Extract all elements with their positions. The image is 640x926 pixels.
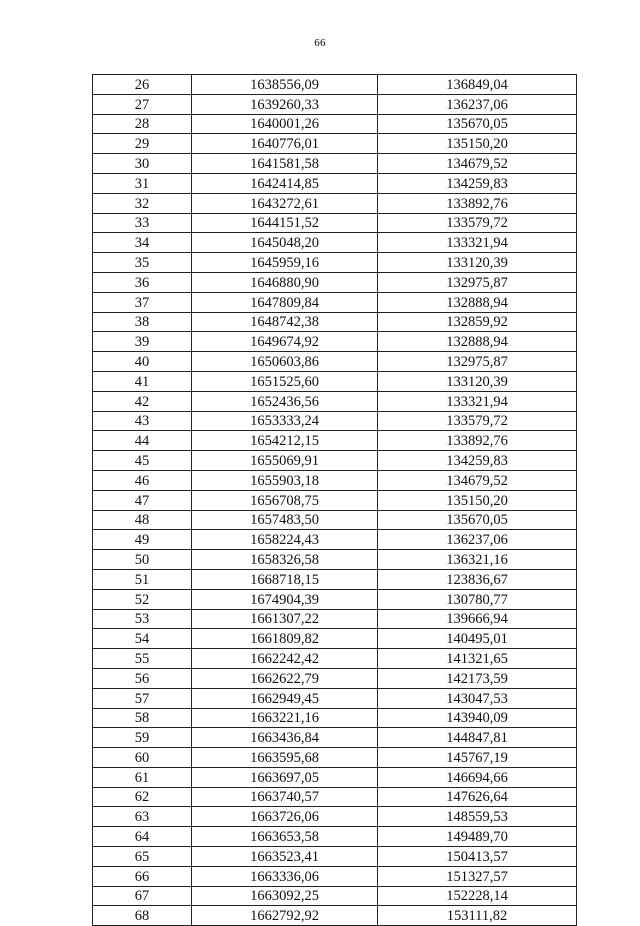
y-coordinate-cell: 134259,83 (378, 173, 577, 193)
table-row (93, 569, 577, 589)
point-number-cell: 30 (93, 154, 192, 174)
table-row (93, 490, 577, 510)
point-number-cell: 65 (93, 847, 192, 867)
point-number-cell: 32 (93, 193, 192, 213)
y-coordinate-cell: 123836,67 (378, 569, 577, 589)
table-row (93, 173, 577, 193)
table-row (93, 75, 577, 95)
table-row (93, 352, 577, 372)
table-row (93, 193, 577, 213)
table-row (93, 629, 577, 649)
point-number-cell: 41 (93, 371, 192, 391)
table-row (93, 550, 577, 570)
x-coordinate-cell: 1657483,50 (192, 510, 378, 530)
x-coordinate-cell: 1662949,45 (192, 688, 378, 708)
y-coordinate-cell: 133321,94 (378, 233, 577, 253)
x-coordinate-cell: 1650603,86 (192, 352, 378, 372)
x-coordinate-cell: 1662622,79 (192, 668, 378, 688)
point-number-cell: 60 (93, 748, 192, 768)
page-number: 66 (314, 37, 326, 49)
table-row (93, 391, 577, 411)
x-coordinate-cell: 1658326,58 (192, 550, 378, 570)
x-coordinate-cell: 1642414,85 (192, 173, 378, 193)
y-coordinate-cell: 135670,05 (378, 114, 577, 134)
y-coordinate-cell: 133892,76 (378, 431, 577, 451)
x-coordinate-cell: 1640776,01 (192, 134, 378, 154)
table-row (93, 649, 577, 669)
y-coordinate-cell: 147626,64 (378, 787, 577, 807)
point-number-cell: 34 (93, 233, 192, 253)
x-coordinate-cell: 1644151,52 (192, 213, 378, 233)
table-row (93, 114, 577, 134)
table-row (93, 312, 577, 332)
table-row (93, 134, 577, 154)
point-number-cell: 42 (93, 391, 192, 411)
x-coordinate-cell: 1658224,43 (192, 530, 378, 550)
y-coordinate-cell: 144847,81 (378, 728, 577, 748)
table-row (93, 451, 577, 471)
point-number-cell: 46 (93, 470, 192, 490)
x-coordinate-cell: 1662242,42 (192, 649, 378, 669)
x-coordinate-cell: 1663697,05 (192, 767, 378, 787)
x-coordinate-cell: 1641581,58 (192, 154, 378, 174)
point-number-cell: 54 (93, 629, 192, 649)
table-row (93, 589, 577, 609)
point-number-cell: 36 (93, 272, 192, 292)
y-coordinate-cell: 132888,94 (378, 332, 577, 352)
point-number-cell: 38 (93, 312, 192, 332)
x-coordinate-cell: 1651525,60 (192, 371, 378, 391)
x-coordinate-cell: 1647809,84 (192, 292, 378, 312)
table-row (93, 906, 577, 926)
x-coordinate-cell: 1649674,92 (192, 332, 378, 352)
table-row (93, 748, 577, 768)
point-number-cell: 29 (93, 134, 192, 154)
x-coordinate-cell: 1661809,82 (192, 629, 378, 649)
y-coordinate-cell: 136849,04 (378, 75, 577, 95)
table-row (93, 827, 577, 847)
table-row (93, 272, 577, 292)
y-coordinate-cell: 143047,53 (378, 688, 577, 708)
y-coordinate-cell: 132859,92 (378, 312, 577, 332)
point-number-cell: 67 (93, 886, 192, 906)
point-number-cell: 61 (93, 767, 192, 787)
x-coordinate-cell: 1661307,22 (192, 609, 378, 629)
x-coordinate-cell: 1652436,56 (192, 391, 378, 411)
y-coordinate-cell: 135670,05 (378, 510, 577, 530)
point-number-cell: 52 (93, 589, 192, 609)
y-coordinate-cell: 152228,14 (378, 886, 577, 906)
table-row (93, 470, 577, 490)
table-row (93, 154, 577, 174)
x-coordinate-cell: 1662792,92 (192, 906, 378, 926)
coordinates-table (92, 74, 577, 926)
x-coordinate-cell: 1663726,06 (192, 807, 378, 827)
y-coordinate-cell: 134679,52 (378, 470, 577, 490)
table-row (93, 886, 577, 906)
x-coordinate-cell: 1663740,57 (192, 787, 378, 807)
y-coordinate-cell: 132975,87 (378, 272, 577, 292)
point-number-cell: 47 (93, 490, 192, 510)
point-number-cell: 35 (93, 253, 192, 273)
x-coordinate-cell: 1663595,68 (192, 748, 378, 768)
y-coordinate-cell: 150413,57 (378, 847, 577, 867)
table-row (93, 688, 577, 708)
x-coordinate-cell: 1648742,38 (192, 312, 378, 332)
y-coordinate-cell: 146694,66 (378, 767, 577, 787)
table-row (93, 332, 577, 352)
table-row (93, 292, 577, 312)
x-coordinate-cell: 1663653,58 (192, 827, 378, 847)
x-coordinate-cell: 1645959,16 (192, 253, 378, 273)
y-coordinate-cell: 145767,19 (378, 748, 577, 768)
x-coordinate-cell: 1640001,26 (192, 114, 378, 134)
y-coordinate-cell: 132888,94 (378, 292, 577, 312)
point-number-cell: 49 (93, 530, 192, 550)
point-number-cell: 45 (93, 451, 192, 471)
y-coordinate-cell: 134679,52 (378, 154, 577, 174)
table-row (93, 213, 577, 233)
table-row (93, 668, 577, 688)
x-coordinate-cell: 1663523,41 (192, 847, 378, 867)
y-coordinate-cell: 151327,57 (378, 866, 577, 886)
y-coordinate-cell: 133120,39 (378, 371, 577, 391)
x-coordinate-cell: 1655069,91 (192, 451, 378, 471)
y-coordinate-cell: 141321,65 (378, 649, 577, 669)
table-row (93, 431, 577, 451)
y-coordinate-cell: 136321,16 (378, 550, 577, 570)
x-coordinate-cell: 1654212,15 (192, 431, 378, 451)
table-row (93, 728, 577, 748)
table-row (93, 371, 577, 391)
table-row (93, 847, 577, 867)
y-coordinate-cell: 136237,06 (378, 94, 577, 114)
point-number-cell: 28 (93, 114, 192, 134)
point-number-cell: 62 (93, 787, 192, 807)
x-coordinate-cell: 1668718,15 (192, 569, 378, 589)
table-row (93, 787, 577, 807)
point-number-cell: 55 (93, 649, 192, 669)
x-coordinate-cell: 1656708,75 (192, 490, 378, 510)
point-number-cell: 58 (93, 708, 192, 728)
table-row (93, 94, 577, 114)
x-coordinate-cell: 1674904,39 (192, 589, 378, 609)
x-coordinate-cell: 1646880,90 (192, 272, 378, 292)
table-row (93, 233, 577, 253)
y-coordinate-cell: 148559,53 (378, 807, 577, 827)
point-number-cell: 33 (93, 213, 192, 233)
y-coordinate-cell: 143940,09 (378, 708, 577, 728)
table-row (93, 866, 577, 886)
y-coordinate-cell: 136237,06 (378, 530, 577, 550)
point-number-cell: 64 (93, 827, 192, 847)
point-number-cell: 31 (93, 173, 192, 193)
y-coordinate-cell: 139666,94 (378, 609, 577, 629)
y-coordinate-cell: 133579,72 (378, 411, 577, 431)
x-coordinate-cell: 1639260,33 (192, 94, 378, 114)
point-number-cell: 51 (93, 569, 192, 589)
x-coordinate-cell: 1663436,84 (192, 728, 378, 748)
point-number-cell: 48 (93, 510, 192, 530)
x-coordinate-cell: 1653333,24 (192, 411, 378, 431)
coordinates-table-body (93, 75, 577, 926)
table-row (93, 807, 577, 827)
point-number-cell: 26 (93, 75, 192, 95)
point-number-cell: 56 (93, 668, 192, 688)
x-coordinate-cell: 1655903,18 (192, 470, 378, 490)
point-number-cell: 37 (93, 292, 192, 312)
y-coordinate-cell: 133892,76 (378, 193, 577, 213)
y-coordinate-cell: 130780,77 (378, 589, 577, 609)
y-coordinate-cell: 153111,82 (378, 906, 577, 926)
point-number-cell: 57 (93, 688, 192, 708)
y-coordinate-cell: 134259,83 (378, 451, 577, 471)
table-row (93, 253, 577, 273)
x-coordinate-cell: 1663221,16 (192, 708, 378, 728)
x-coordinate-cell: 1645048,20 (192, 233, 378, 253)
point-number-cell: 53 (93, 609, 192, 629)
table-row (93, 411, 577, 431)
y-coordinate-cell: 135150,20 (378, 134, 577, 154)
table-row (93, 767, 577, 787)
table-row (93, 530, 577, 550)
point-number-cell: 43 (93, 411, 192, 431)
y-coordinate-cell: 133579,72 (378, 213, 577, 233)
x-coordinate-cell: 1663092,25 (192, 886, 378, 906)
y-coordinate-cell: 149489,70 (378, 827, 577, 847)
y-coordinate-cell: 135150,20 (378, 490, 577, 510)
point-number-cell: 44 (93, 431, 192, 451)
point-number-cell: 63 (93, 807, 192, 827)
point-number-cell: 40 (93, 352, 192, 372)
point-number-cell: 50 (93, 550, 192, 570)
point-number-cell: 68 (93, 906, 192, 926)
x-coordinate-cell: 1663336,06 (192, 866, 378, 886)
table-row (93, 708, 577, 728)
y-coordinate-cell: 140495,01 (378, 629, 577, 649)
point-number-cell: 66 (93, 866, 192, 886)
table-row (93, 609, 577, 629)
y-coordinate-cell: 133321,94 (378, 391, 577, 411)
point-number-cell: 59 (93, 728, 192, 748)
y-coordinate-cell: 133120,39 (378, 253, 577, 273)
point-number-cell: 39 (93, 332, 192, 352)
point-number-cell: 27 (93, 94, 192, 114)
x-coordinate-cell: 1643272,61 (192, 193, 378, 213)
y-coordinate-cell: 142173,59 (378, 668, 577, 688)
x-coordinate-cell: 1638556,09 (192, 75, 378, 95)
table-row (93, 510, 577, 530)
y-coordinate-cell: 132975,87 (378, 352, 577, 372)
